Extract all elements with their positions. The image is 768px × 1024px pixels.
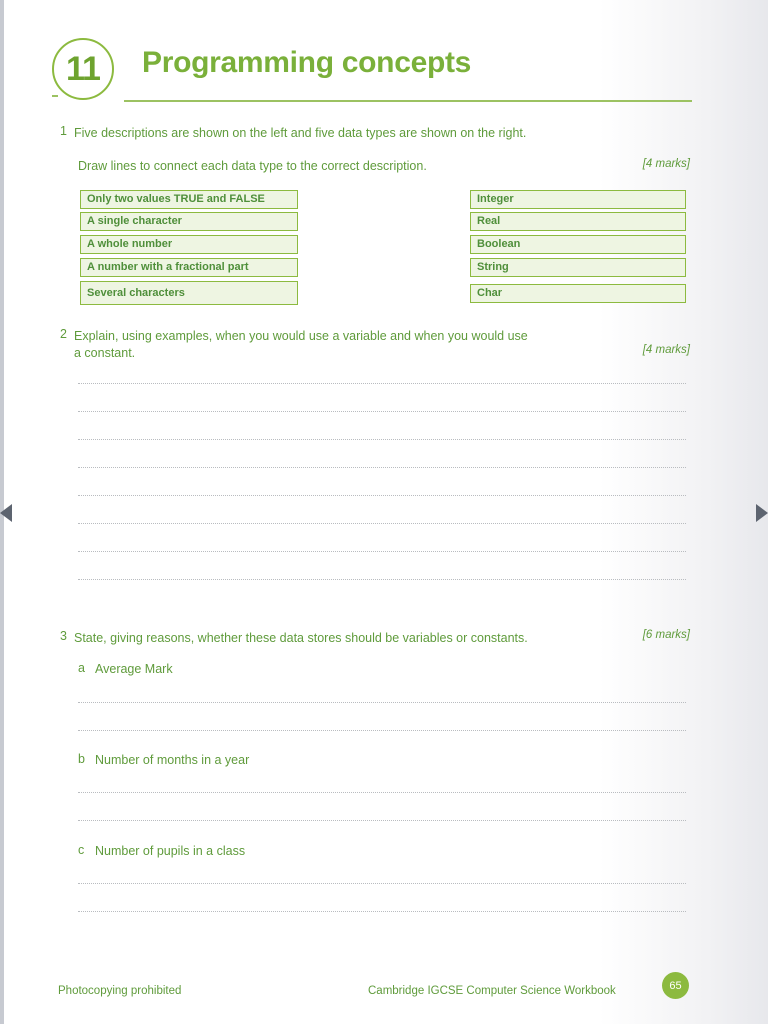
question-3-part-a-text: Average Mark — [95, 662, 173, 676]
answer-line[interactable] — [78, 495, 686, 496]
match-left-item[interactable]: A whole number — [80, 235, 298, 254]
footer-book-title: Cambridge IGCSE Computer Science Workbook — [368, 985, 616, 997]
answer-line[interactable] — [78, 883, 686, 884]
match-left-item[interactable]: Several characters — [80, 281, 298, 305]
question-3-part-c-text: Number of pupils in a class — [95, 844, 246, 858]
question-1-text-line2: Draw lines to connect each data type to the correct description. — [78, 159, 427, 173]
question-3-part-c-label: c — [78, 843, 85, 857]
triangle-right-icon[interactable] — [756, 504, 768, 522]
question-2-text-line1: Explain, using examples, when you would use a variable and when you would use — [74, 329, 528, 343]
answer-line[interactable] — [78, 551, 686, 552]
answer-line[interactable] — [78, 792, 686, 793]
answer-line[interactable] — [78, 523, 686, 524]
chapter-header — [52, 38, 692, 102]
question-3-text-line1: State, giving reasons, whether these data stores should be variables or constants. — [74, 631, 528, 645]
question-1-marks: [4 marks] — [642, 158, 690, 170]
question-3-part-b-label: b — [78, 752, 85, 766]
question-3-part-b-text: Number of months in a year — [95, 753, 250, 767]
question-3-marks: [6 marks] — [642, 629, 690, 641]
match-right-item[interactable]: Integer — [470, 190, 686, 209]
answer-line[interactable] — [78, 467, 686, 468]
match-right-item[interactable]: Boolean — [470, 235, 686, 254]
page-title: Programming concepts — [142, 46, 472, 79]
question-3-number: 3 — [60, 629, 67, 643]
answer-line[interactable] — [78, 702, 686, 703]
header-divider-stub — [52, 95, 58, 97]
footer-copyright-note: Photocopying prohibited — [58, 985, 182, 997]
match-right-item[interactable]: Real — [470, 212, 686, 231]
chapter-number: 11 — [66, 50, 100, 88]
question-1-text-line1: Five descriptions are shown on the left and five data types are shown on the right. — [74, 126, 527, 140]
chapter-number-badge — [52, 38, 114, 100]
answer-line[interactable] — [78, 383, 686, 384]
match-left-item[interactable]: A single character — [80, 212, 298, 231]
question-3-part-a-label: a — [78, 661, 85, 675]
answer-line[interactable] — [78, 411, 686, 412]
answer-line[interactable] — [78, 439, 686, 440]
answer-line[interactable] — [78, 820, 686, 821]
match-left-item[interactable]: Only two values TRUE and FALSE — [80, 190, 298, 209]
answer-line[interactable] — [78, 579, 686, 580]
page-number-badge: 65 — [662, 972, 689, 999]
question-2-number: 2 — [60, 327, 67, 341]
match-left-item[interactable]: A number with a fractional part — [80, 258, 298, 277]
question-1-number: 1 — [60, 124, 67, 138]
header-divider — [124, 100, 692, 102]
question-2-marks: [4 marks] — [642, 344, 690, 356]
answer-line[interactable] — [78, 730, 686, 731]
match-right-item[interactable]: String — [470, 258, 686, 277]
match-right-item[interactable]: Char — [470, 284, 686, 303]
answer-line[interactable] — [78, 911, 686, 912]
question-2-text-line2: a constant. — [74, 346, 136, 360]
